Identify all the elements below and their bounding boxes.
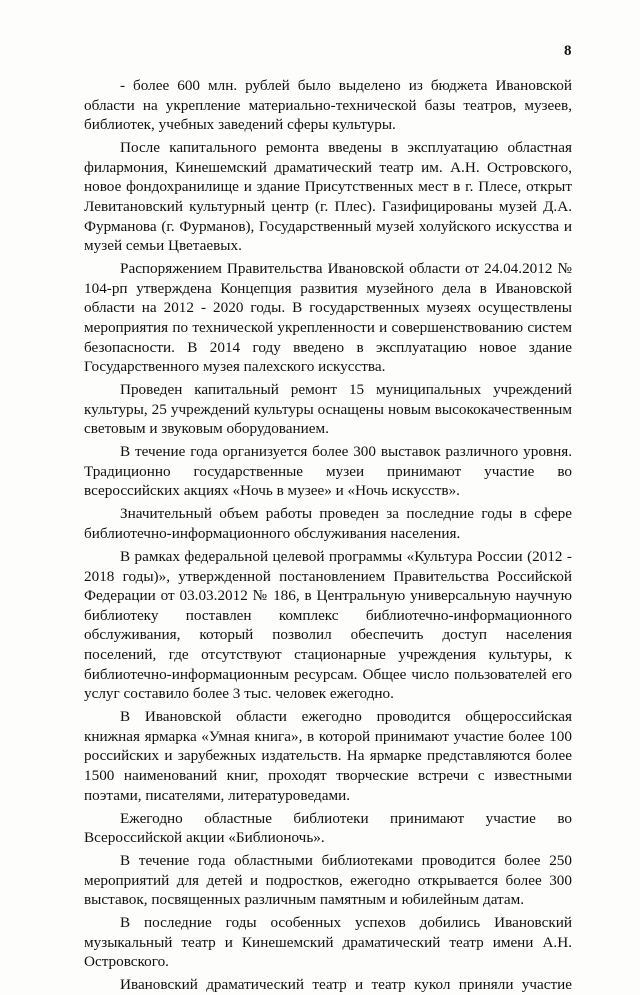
paragraph-library-events: В течение года областными библиотеками проводится более 250 мероприятий для детей и подростков, ежегодно открывается более 300 выставок, посвященных различным памятным и юбилейным датам. xyxy=(84,852,572,909)
page-number: 8 xyxy=(564,43,572,59)
paragraph-exhibitions: В течение года организуется более 300 выставок различного уровня. Традиционно государственные музеи принимают участие во всероссийских акциях «Ночь в музее» и «Ночь искусств». xyxy=(84,443,572,500)
document-body xyxy=(84,76,572,995)
paragraph-biblionight: Ежегодно областные библиотеки принимают участие во Всероссийской акции «Библионочь». xyxy=(84,809,572,847)
paragraph-budget: - более 600 млн. рублей было выделено из бюджета Ивановской области на укрепление материально-технической базы театров, музеев, библиотек, учебных заведений сферы культуры. xyxy=(84,77,572,134)
paragraph-puppet-theatre: Ивановский драматический театр и театр кукол приняли участие xyxy=(120,976,572,994)
paragraph-theatres: В последние годы особенных успехов добились Ивановский музыкальный театр и Кинешемский драматический театр имени А.Н. Островского. xyxy=(84,914,572,971)
paragraph-federal-program: В рамках федеральной целевой программы «Культура России (2012 - 2018 годы)», утвержденной постановлением Правительства Российской Федерации от 03.03.2012 № 186, в Центральную универсальную научную библиотеку поставлен комплекс библиотечно-информационного обслуживания, который позволил обеспечить доступ населения поселений, где отсутствуют стационарные учреждения культуры, к библиотечно-информационным ресурсам. Общее число пользователей его услуг составило более 3 тыс. человек ежегодно. xyxy=(84,548,572,703)
paragraph-museum-concept: Распоряжением Правительства Ивановской области от 24.04.2012 № 104-рп утверждена Концепция развития музейного дела в Ивановской области на 2012 - 2020 годы. В государственных музеях осуществлены мероприятия по технической укрепленности и совершенствованию систем безопасности. В 2014 году введено в эксплуатацию новое здание Государственного музея палехского искусства. xyxy=(84,260,572,376)
paragraph-book-fair: В Ивановской области ежегодно проводится общероссийская книжная ярмарка «Умная книга», в которой принимают участие более 100 российских и зарубежных издательств. На ярмарке представляются более 1500 наименований книг, проходят творческие встречи с известными поэтами, писателями, литературоведами. xyxy=(84,708,572,804)
paragraph-library-services: Значительный объем работы проведен за последние годы в сфере библиотечно-информационного обслуживания населения. xyxy=(84,505,572,543)
paragraph-municipal-repair: Проведен капитальный ремонт 15 муниципальных учреждений культуры, 25 учреждений культуры оснащены новым высококачественным световым и звуковым оборудованием. xyxy=(84,381,572,438)
paragraph-renovation: После капитального ремонта введены в эксплуатацию областная филармония, Кинешемский драматический театр им. А.Н. Островского, новое фондохранилище и здание Присутственных мест в г. Плесе, открыт Левитановский культурный центр (г. Плес). Газифицированы музей Д.А. Фурманова (г. Фурманов), Государственный музей холуйского искусства и музей семьи Цветаевых. xyxy=(84,139,572,255)
